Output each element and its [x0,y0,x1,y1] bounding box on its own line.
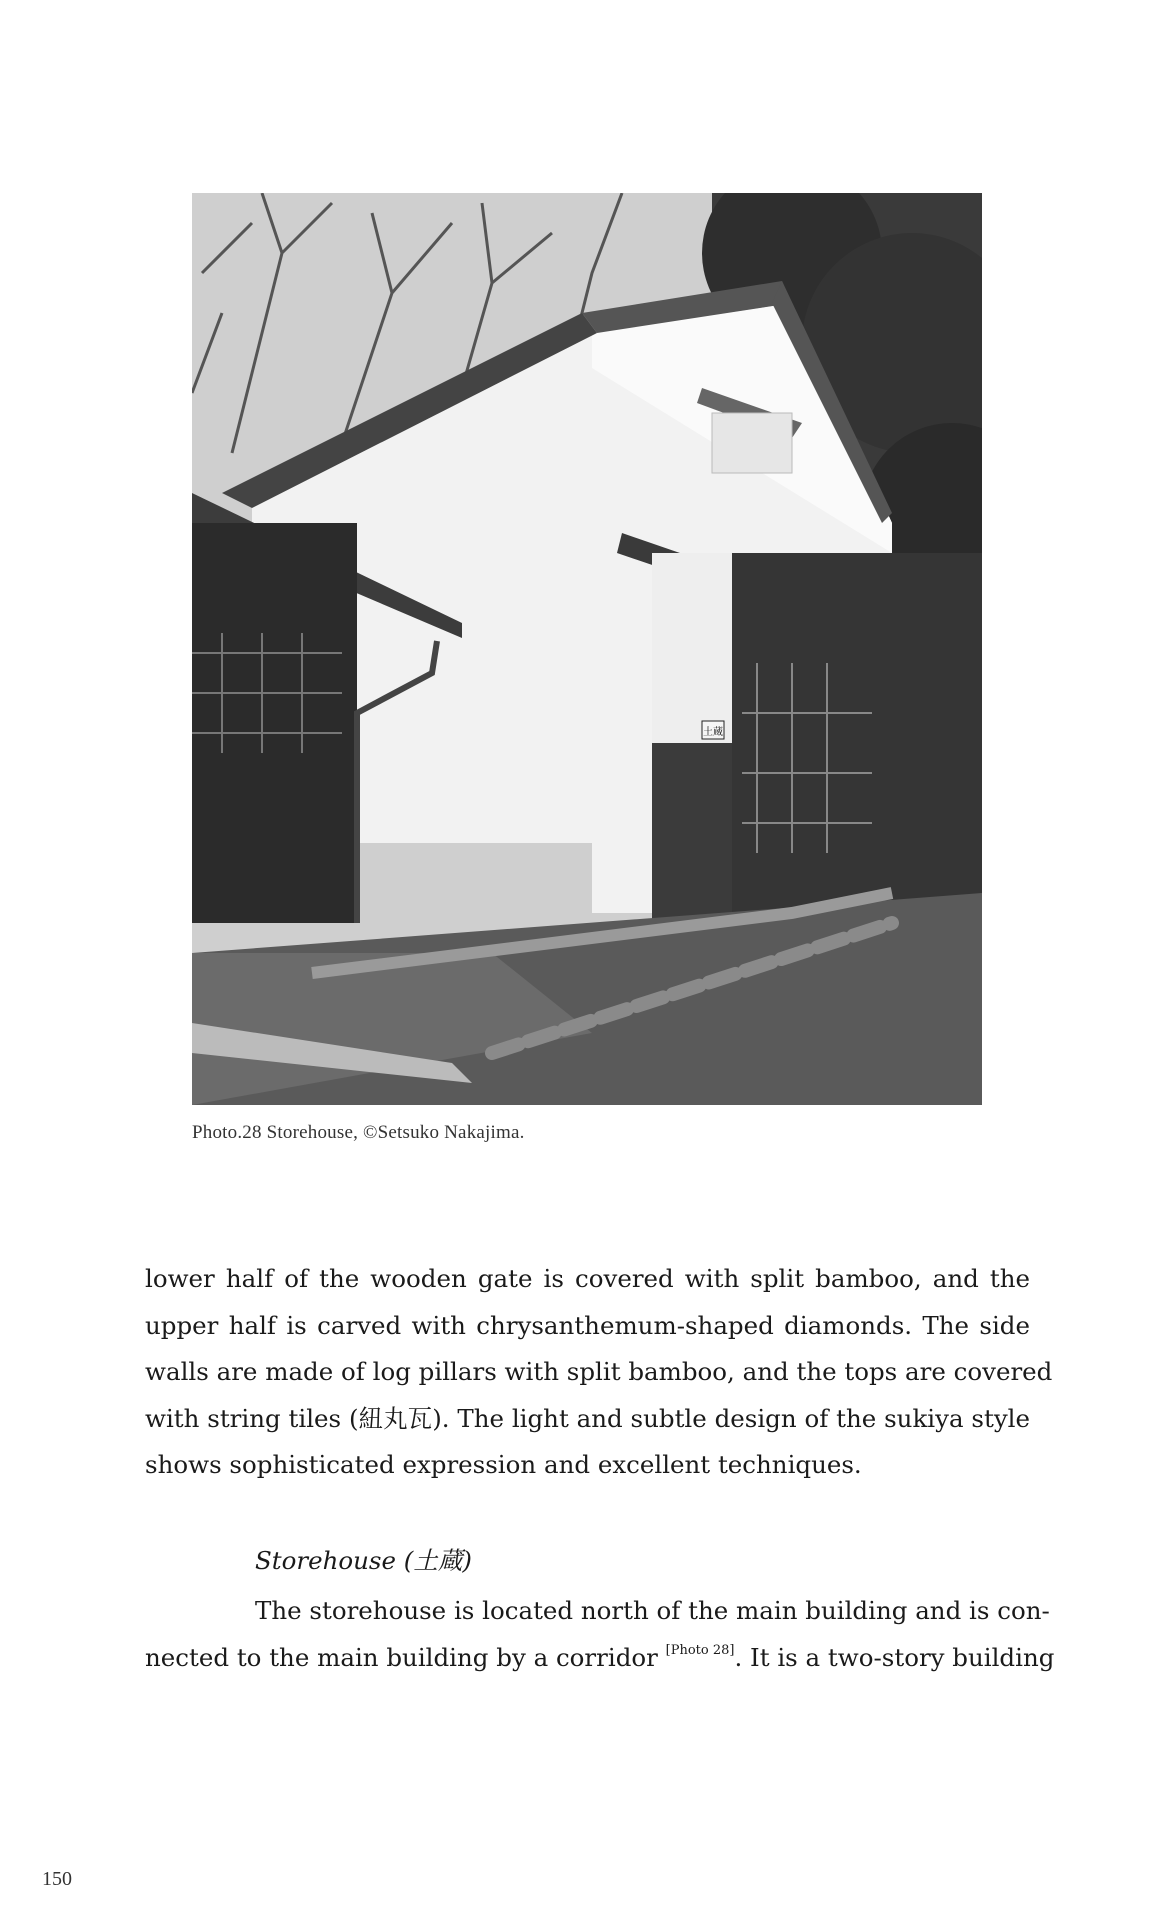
paragraph-line: upper half is carved with chrysanthemum-shaped diamonds. The side [145,1310,1030,1340]
paragraph-line: with string tiles (紐丸瓦). The light and subtle design of the sukiya style [145,1403,1030,1433]
paragraph-line: lower half of the wooden gate is covered with split bamboo, and the [145,1264,1030,1293]
photo-caption: Photo.28 Storehouse, ©Setsuko Nakajima. [192,1122,525,1143]
section-paragraph [145,1588,1055,1681]
body-paragraph [145,1256,1053,1489]
paragraph-line [145,1635,1055,1682]
paragraph-line: The storehouse is located north of the main building and is con- [255,1596,1050,1625]
storehouse-sign: 土蔵 [703,727,723,738]
photo-reference: [Photo 28] [665,1642,735,1658]
paragraph-line: shows sophisticated expression and excellent techniques. [145,1450,862,1479]
storehouse-photo [192,193,982,1105]
page-number: 150 [42,1868,72,1890]
line-text: nected to the main building by a corridor [145,1642,666,1672]
line-text: . It is a two-story building [734,1642,1055,1672]
paragraph-line: walls are made of log pillars with split bamboo, and the tops are covered [145,1357,1053,1386]
section-heading: Storehouse (土蔵) [255,1546,472,1575]
